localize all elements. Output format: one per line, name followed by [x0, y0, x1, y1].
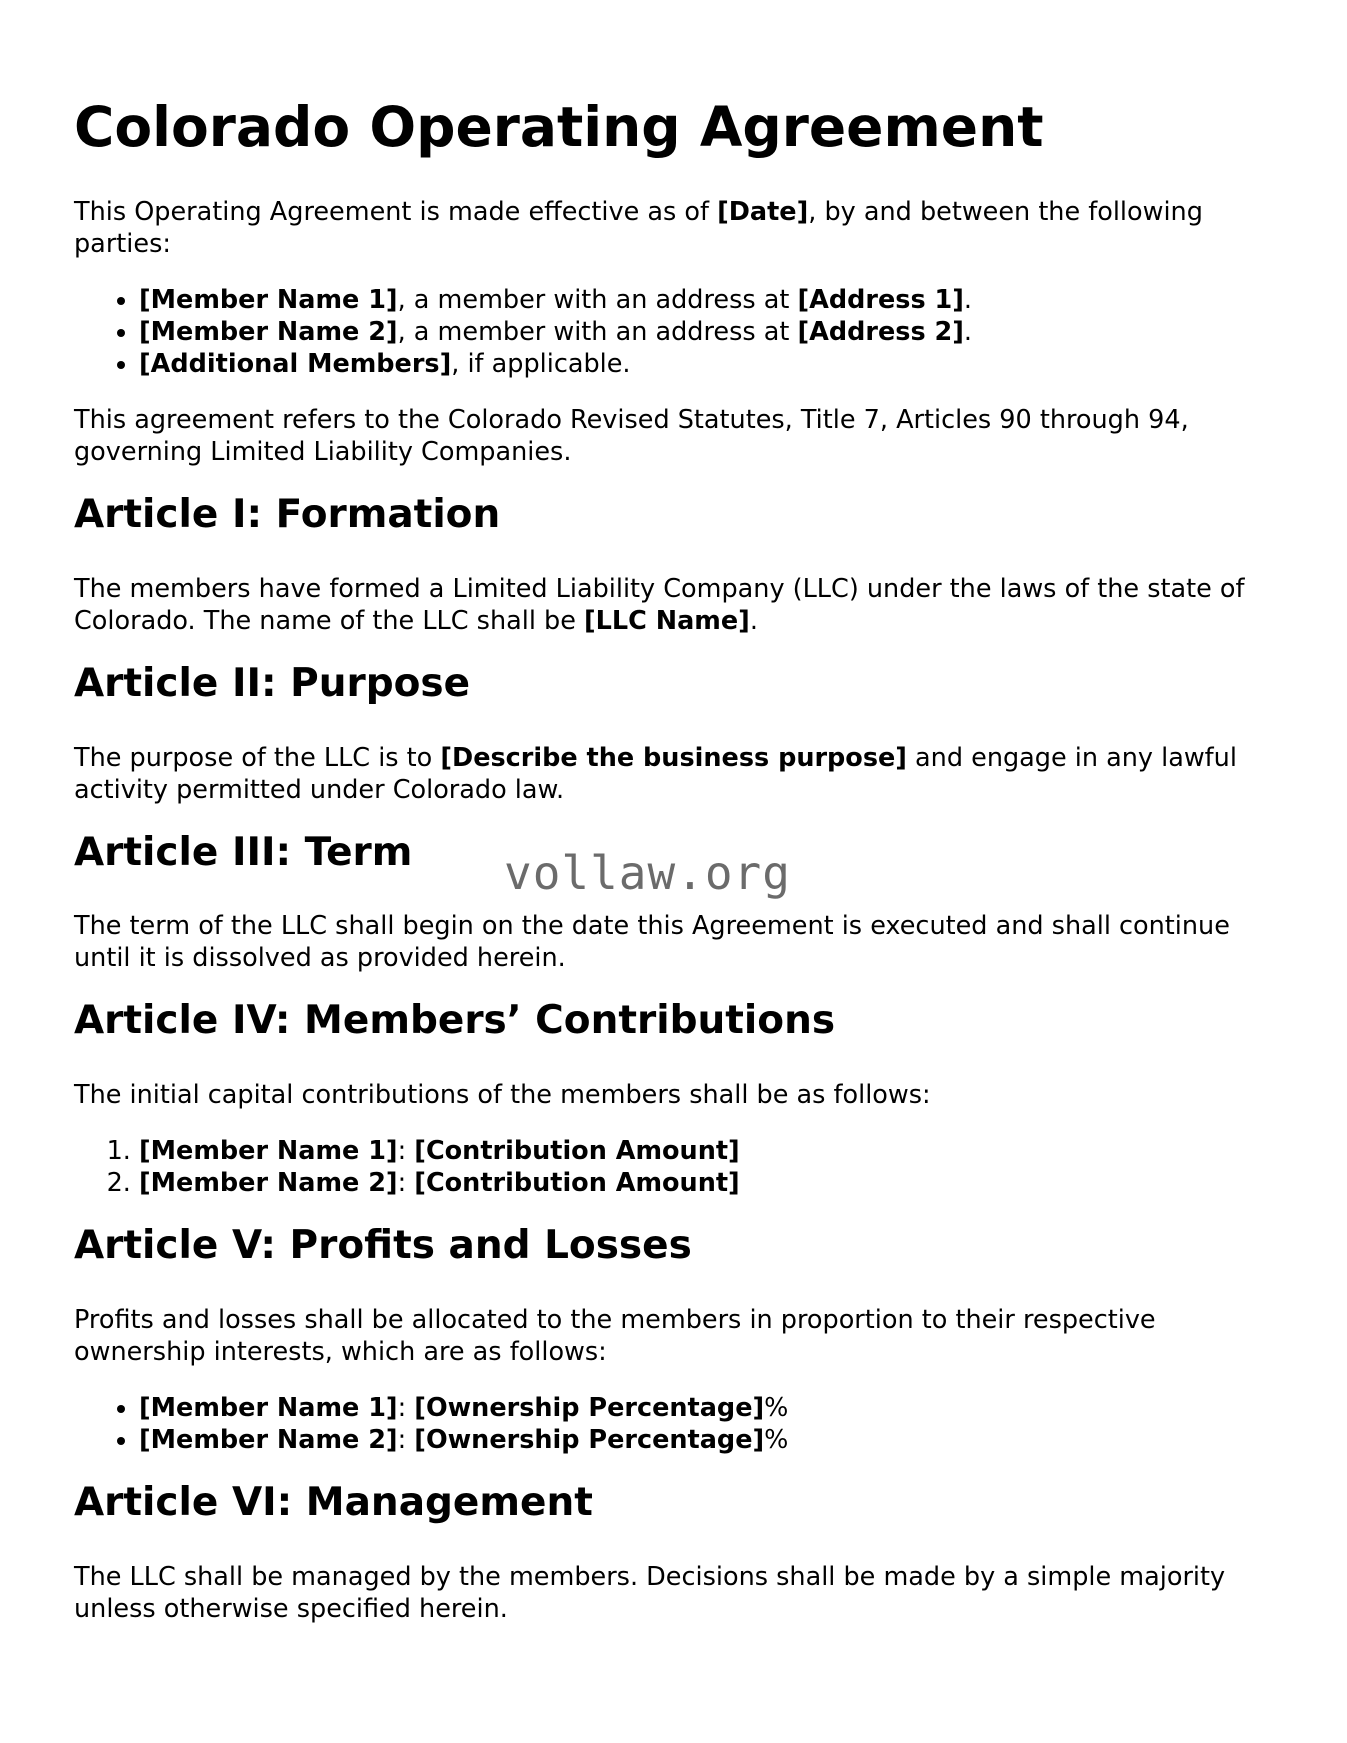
- member-name: [Member Name 1]: [139, 1136, 398, 1167]
- article-2-body-start: The purpose of the LLC is to: [74, 742, 441, 773]
- party-end: .: [963, 317, 973, 347]
- party-item: [139, 348, 1284, 380]
- member-name: [Member Name 2]: [139, 317, 398, 347]
- article-2-text: [74, 742, 1284, 806]
- article-1-body: The members have formed a Limited Liability Company (LLC) under the laws of the state of Colorado. The name of the LLC shall be: [74, 573, 1245, 636]
- member-address: [Address 2]: [797, 317, 964, 347]
- separator: :: [397, 1392, 415, 1423]
- party-item: [139, 284, 1284, 316]
- statute-note: This agreement refers to the Colorado Revised Statutes, Title 7, Articles 90 through 94, governing Limited Liability Companies.: [74, 405, 1189, 467]
- article-5-heading: Article V: Profits and Losses: [74, 1223, 692, 1269]
- member-name: [Member Name 1]: [139, 1392, 398, 1423]
- ownership-item: [139, 1392, 1284, 1424]
- parties-list: [74, 284, 1284, 380]
- date-placeholder: [Date]: [717, 197, 809, 227]
- contribution-amount: [Contribution Amount]: [414, 1136, 740, 1167]
- party-item: [139, 316, 1284, 348]
- article-1-heading: Article I: Formation: [74, 492, 501, 537]
- party-end: .: [963, 285, 973, 315]
- member-address: [Address 1]: [797, 285, 964, 315]
- separator: :: [397, 1424, 415, 1455]
- separator: :: [397, 1168, 415, 1199]
- article-3-heading: Article III: Term: [74, 829, 413, 875]
- article-4-text: The initial capital contributions of the members shall be as follows:: [74, 1080, 931, 1111]
- member-name: [Member Name 2]: [139, 1424, 398, 1455]
- contribution-item: [139, 1135, 1284, 1167]
- article-1-text: [74, 573, 1284, 637]
- article-5-text: Profits and losses shall be allocated to the members in proportion to their respective ownership interests, which are as follows:: [74, 1304, 1156, 1367]
- party-text: , a member with an address at: [397, 285, 798, 315]
- watermark: vollaw.org: [504, 846, 791, 900]
- intro-text-end: , by and between the following parties:: [74, 197, 1203, 259]
- contributions-list: [74, 1135, 1284, 1199]
- contribution-item: [139, 1167, 1284, 1199]
- article-6-heading: Article VI: Management: [74, 1479, 593, 1525]
- ownership-list: [74, 1392, 1284, 1456]
- article-2-body-end: and engage in any lawful activity permitted under Colorado law.: [74, 742, 1237, 805]
- ownership-percentage: [Ownership Percentage]: [414, 1392, 765, 1423]
- intro-paragraph: [74, 196, 1284, 260]
- llc-name-placeholder: [LLC Name]: [584, 605, 750, 636]
- contribution-amount: [Contribution Amount]: [414, 1168, 740, 1199]
- article-2-heading: Article II: Purpose: [74, 660, 471, 706]
- ownership-percentage: [Ownership Percentage]: [414, 1424, 765, 1455]
- document-title: Colorado Operating Agreement: [74, 95, 1044, 159]
- additional-members: [Additional Members]: [139, 349, 452, 379]
- member-name: [Member Name 1]: [139, 285, 398, 315]
- percent-sign: %: [764, 1424, 789, 1455]
- intro-text-start: This Operating Agreement is made effective as of: [74, 197, 718, 227]
- article-6-text: The LLC shall be managed by the members. Decisions shall be made by a simple majority unless otherwise specified herein.: [74, 1561, 1226, 1624]
- percent-sign: %: [764, 1392, 789, 1423]
- additional-members-suffix: , if applicable.: [451, 349, 631, 379]
- member-name: [Member Name 2]: [139, 1168, 398, 1199]
- party-text: , a member with an address at: [397, 317, 798, 347]
- article-4-heading: Article IV: Members’ Contributions: [74, 998, 836, 1044]
- separator: :: [397, 1136, 415, 1167]
- article-3-text: The term of the LLC shall begin on the date this Agreement is executed and shall continue until it is dissolved as provided herein.: [74, 911, 1230, 974]
- business-purpose-placeholder: [Describe the business purpose]: [440, 742, 907, 773]
- ownership-item: [139, 1424, 1284, 1456]
- article-1-end: .: [749, 605, 758, 636]
